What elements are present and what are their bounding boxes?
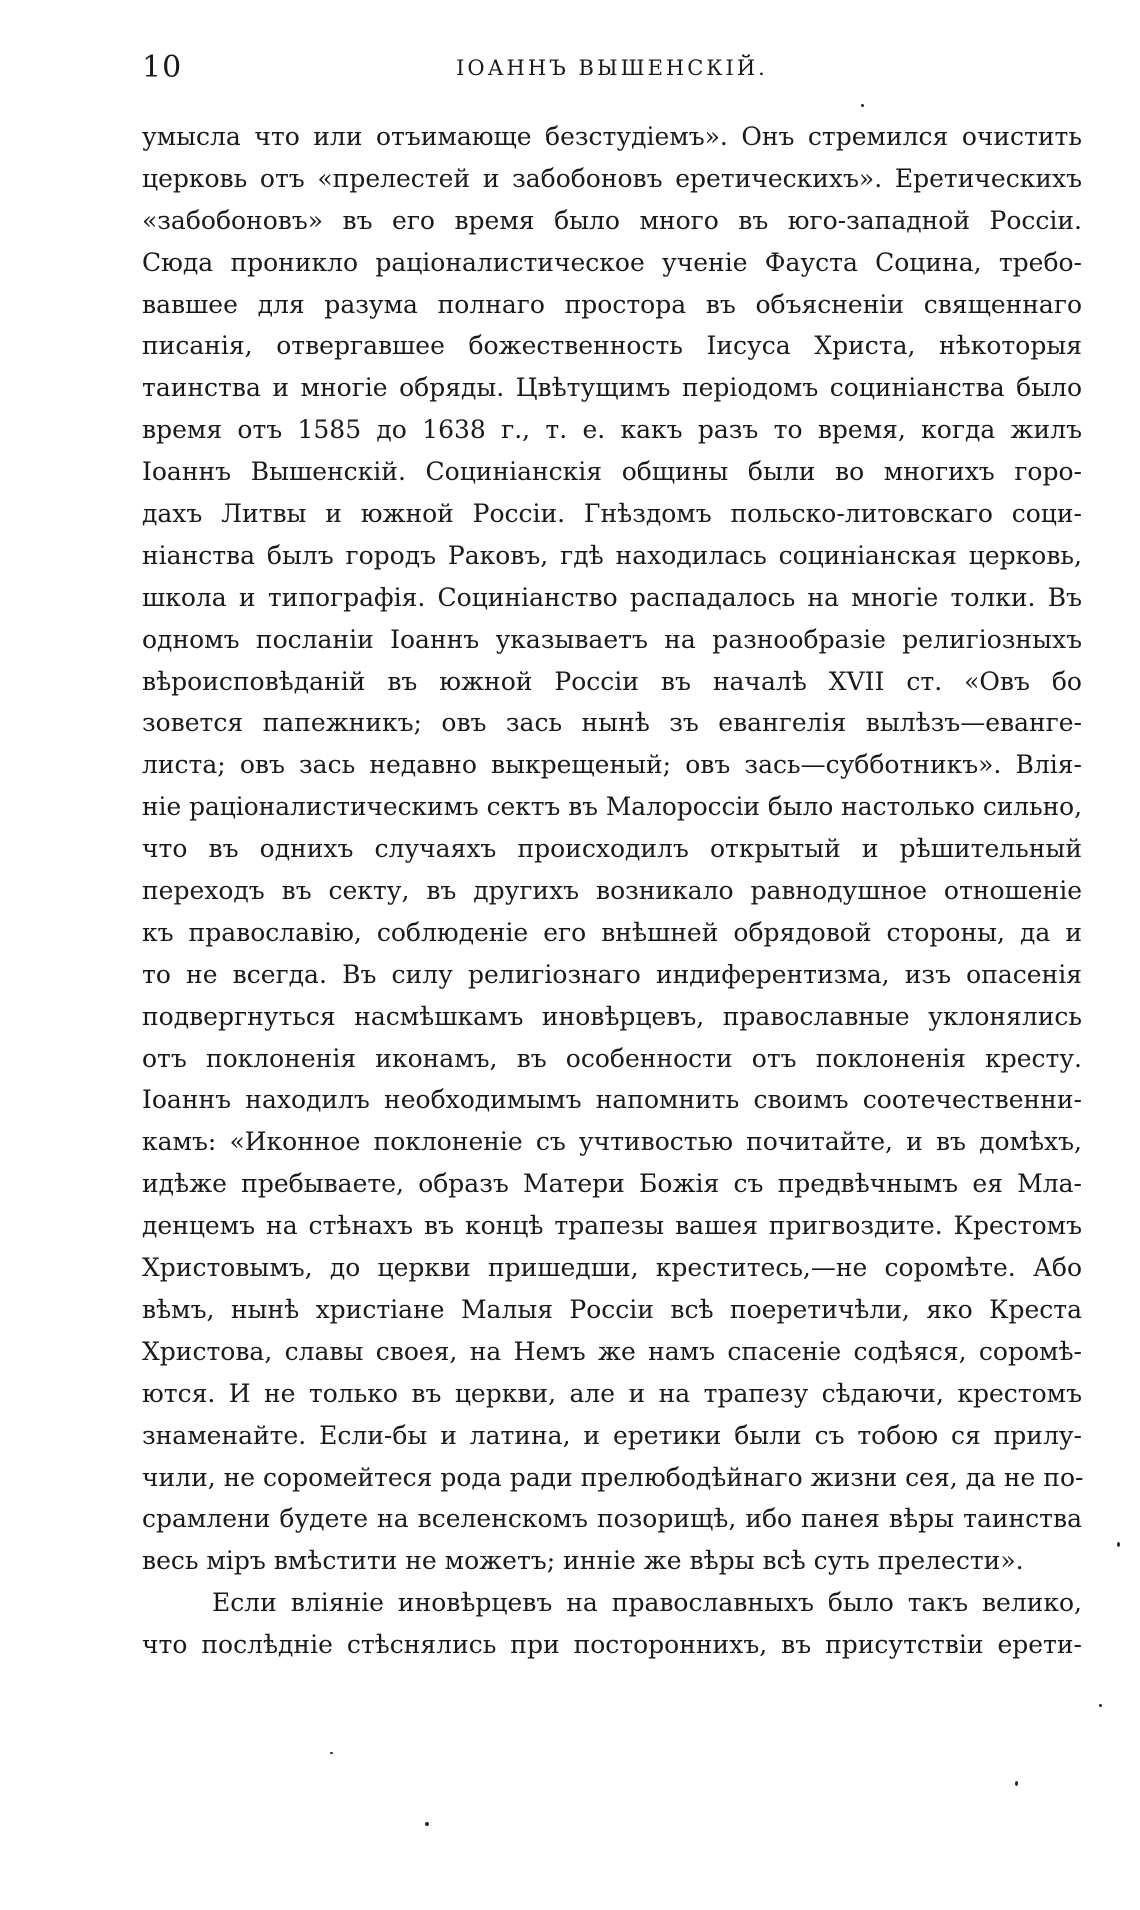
- text-line: писанія, отвергавшее божественность Іисуса Христа, нѣкоторыя: [142, 331, 1082, 361]
- text-line: денцемъ на стѣнахъ въ концѣ трапезы вашея пригвоздите. Крестомъ: [142, 1211, 1082, 1241]
- text-line: Іоаннъ Вышенскій. Социніанскія общины были во многихъ горо-: [142, 457, 1082, 487]
- text-line: время отъ 1585 до 1638 г., т. е. какъ разъ то время, когда жилъ: [142, 415, 1082, 445]
- text-line: церковь отъ «прелестей и забобоновъ еретическихъ». Еретическихъ: [142, 163, 1082, 193]
- text-line: листа; овъ зась недавно выкрещеный; овъ зась—субботникъ». Влія-: [142, 750, 1082, 780]
- text-line: Христовымъ, до церкви пришедши, креститесь,—не соромѣте. Або: [142, 1253, 1082, 1283]
- text-line: то не всегда. Въ силу религіознаго индиферентизма, изъ опасенія: [142, 959, 1082, 989]
- text-line: таинства и многіе обряды. Цвѣтущимъ періодомъ социніанства было: [142, 373, 1082, 403]
- text-line: вавшее для разума полнаго простора въ объясненіи священнаго: [142, 289, 1082, 319]
- text-line: ніанства былъ городъ Раковъ, гдѣ находилась социніанская церковь,: [142, 540, 1082, 570]
- text-line: знаменайте. Если-бы и латина, и еретики были съ тобою ся прилу-: [142, 1420, 1082, 1450]
- text-line: Если вліяніе иновѣрцевъ на православныхъ было такъ велико,: [212, 1588, 1082, 1618]
- text-line: дахъ Литвы и южной Россіи. Гнѣздомъ польско-литовскаго соци-: [142, 499, 1082, 529]
- text-line: вѣроисповѣданій въ южной Россіи въ началѣ XVII ст. «Овъ бо: [142, 666, 1082, 696]
- scan-speck: [330, 1752, 333, 1754]
- text-line: Іоаннъ находилъ необходимымъ напомнить своимъ соотечественни-: [142, 1085, 1082, 1115]
- paragraph-1: [142, 116, 1082, 1582]
- page-number: 10: [142, 50, 183, 85]
- running-title: ІОАННЪ ВЫШЕНСКІЙ.: [456, 56, 768, 80]
- paragraph-2: [142, 1582, 1082, 1666]
- text-line: школа и типографія. Социніанство распадалось на многіе толки. Въ: [142, 582, 1082, 612]
- text-line: Сюда проникло раціоналистическое ученіе Фауста Социна, требо-: [142, 247, 1082, 277]
- scan-speck: [1117, 1542, 1120, 1547]
- page-header: [142, 50, 1082, 94]
- text-line: къ православію, соблюденіе его внѣшней обрядовой стороны, да и: [142, 917, 1082, 947]
- text-line: камъ: «Иконное поклоненіе съ учтивостью почитайте, и въ домѣхъ,: [142, 1127, 1082, 1157]
- text-line: переходъ въ секту, въ другихъ возникало равнодушное отношеніе: [142, 876, 1082, 906]
- body-text: [142, 116, 1082, 1666]
- text-line: ются. И не только въ церкви, але и на трапезу сѣдаючи, крестомъ: [142, 1378, 1082, 1408]
- text-line: одномъ посланіи Іоаннъ указываетъ на разнообразіе религіозныхъ: [142, 624, 1082, 654]
- scan-speck: [1099, 1704, 1102, 1707]
- text-line: весь міръ вмѣстити не можетъ; инніе же вѣры всѣ суть прелести».: [142, 1546, 1024, 1576]
- text-line: ніе раціоналистическимъ сектъ въ Малороссіи было настолько сильно,: [142, 792, 1082, 822]
- scan-speck: [861, 104, 864, 107]
- text-line: идѣже пребываете, образъ Матери Божія съ предвѣчнымъ ея Мла-: [142, 1169, 1082, 1199]
- text-line: что послѣдніе стѣснялись при постороннихъ, въ присутствіи ерети-: [142, 1630, 1082, 1660]
- text-line: срамлени будете на вселенскомъ позорищѣ, ибо панея вѣры таинства: [142, 1504, 1082, 1534]
- scan-speck: [425, 1822, 429, 1826]
- text-line: отъ поклоненія иконамъ, въ особенности отъ поклоненія кресту.: [142, 1043, 1082, 1073]
- text-line: подвергнуться насмѣшкамъ иновѣрцевъ, православные уклонялись: [142, 1001, 1082, 1031]
- text-line: «забобоновъ» въ его время было много въ юго-западной Россіи.: [142, 205, 1082, 235]
- text-line: вѣмъ, нынѣ христіане Малыя Россіи всѣ поеретичѣли, яко Креста: [142, 1294, 1082, 1324]
- text-line: что въ однихъ случаяхъ происходилъ открытый и рѣшительный: [142, 834, 1082, 864]
- text-line: Христова, славы своея, на Немъ же намъ спасеніе содѣяся, соромѣ-: [142, 1336, 1082, 1366]
- scan-speck: [1015, 1781, 1018, 1786]
- text-line: зовется папежникъ; овъ зась нынѣ зъ евангелія вылѣзъ—еванге-: [142, 708, 1082, 738]
- text-line: умысла что или отъимающе безстудіемъ». Онъ стремился очистить: [142, 122, 1082, 151]
- text-line: чили, не соромейтеся рода ради прелюбодѣйнаго жизни сея, да не по-: [142, 1462, 1084, 1492]
